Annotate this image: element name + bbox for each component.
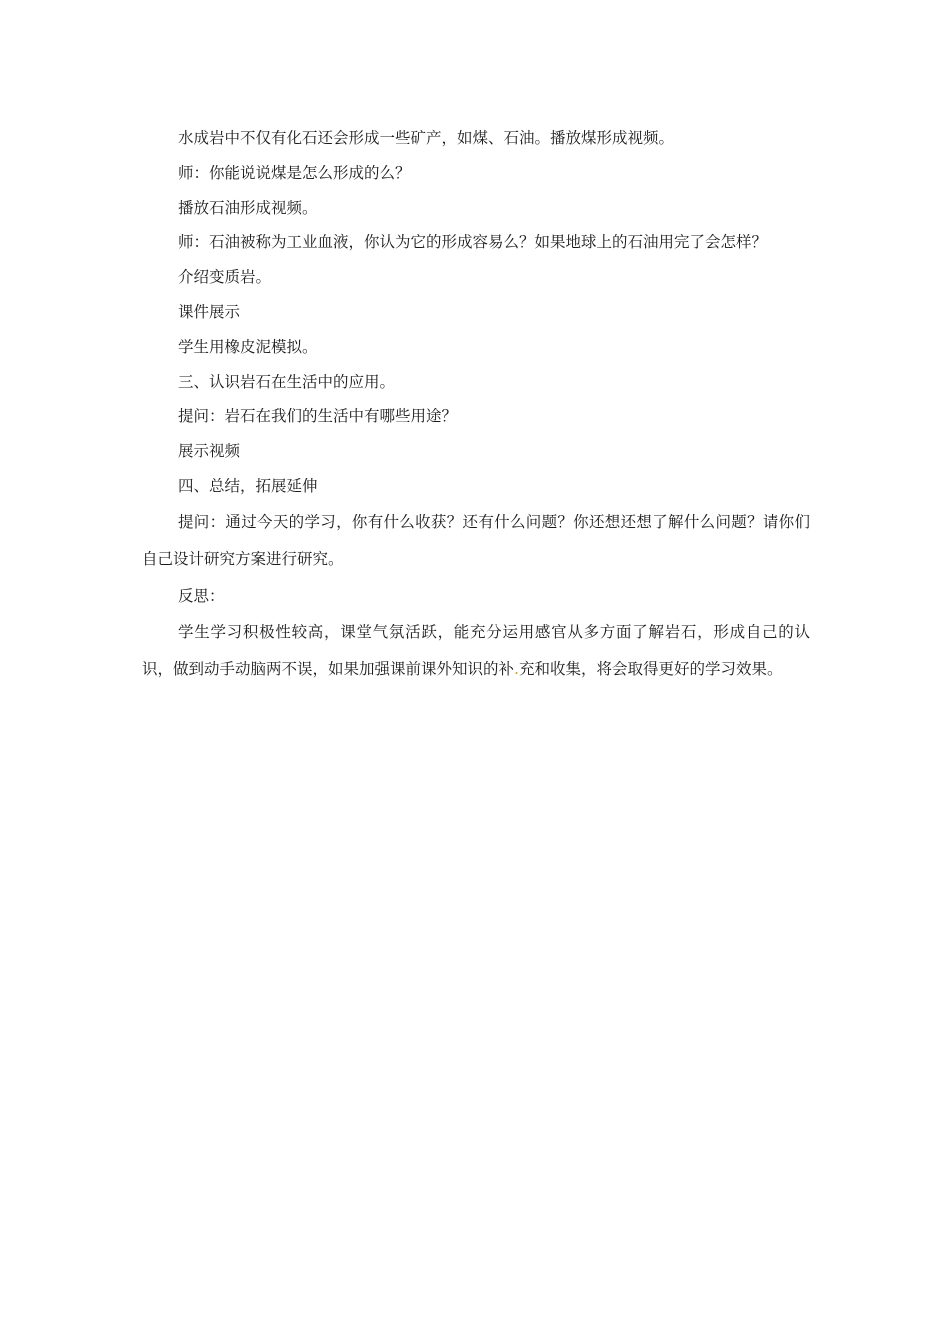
paragraph-5: 介绍变质岩。 [178, 268, 272, 287]
paragraph-12: 提问：通过今天的学习，你有什么收获？还有什么问题？你还想还想了解什么问题？请你们自己设计研究方案进行研究。 [142, 512, 810, 569]
section-heading-4: 四、总结，拓展延伸 [178, 476, 318, 495]
paragraph-2: 师：你能说说煤是怎么形成的么？ [178, 163, 411, 182]
reflection-text-end: 充和收集，将会取得更好的学习效果。 [518, 660, 783, 679]
paragraph-4: 师：石油被称为工业血液，你认为它的形成容易么？如果地球上的石油用完了会怎样？ [178, 233, 768, 252]
reflection-heading: 反思： [178, 586, 225, 605]
document-body [142, 121, 810, 689]
paragraph-1: 水成岩中不仅有化石还会形成一些矿产，如煤、石油。播放煤形成视频。 [178, 129, 675, 147]
paragraph-7: 学生用橡皮泥模拟。 [178, 337, 318, 356]
stray-mark: . [514, 660, 519, 679]
paragraph-6: 课件展示 [178, 302, 241, 321]
paragraph-10: 展示视频 [178, 442, 241, 461]
reflection-text-start: 学生学习积极性较高，课堂气氛活跃，能充分运用感官从多方面了解岩石，形成自己的认识，做到动手动脑两不误，如果加强课前课外知识的补 [142, 622, 810, 679]
reflection-paragraph [142, 614, 810, 689]
section-heading-3: 三、认识岩石在生活中的应用。 [178, 372, 396, 391]
paragraph-9: 提问：岩石在我们的生活中有哪些用途？ [178, 407, 458, 426]
paragraph-3: 播放石油形成视频。 [178, 198, 318, 217]
